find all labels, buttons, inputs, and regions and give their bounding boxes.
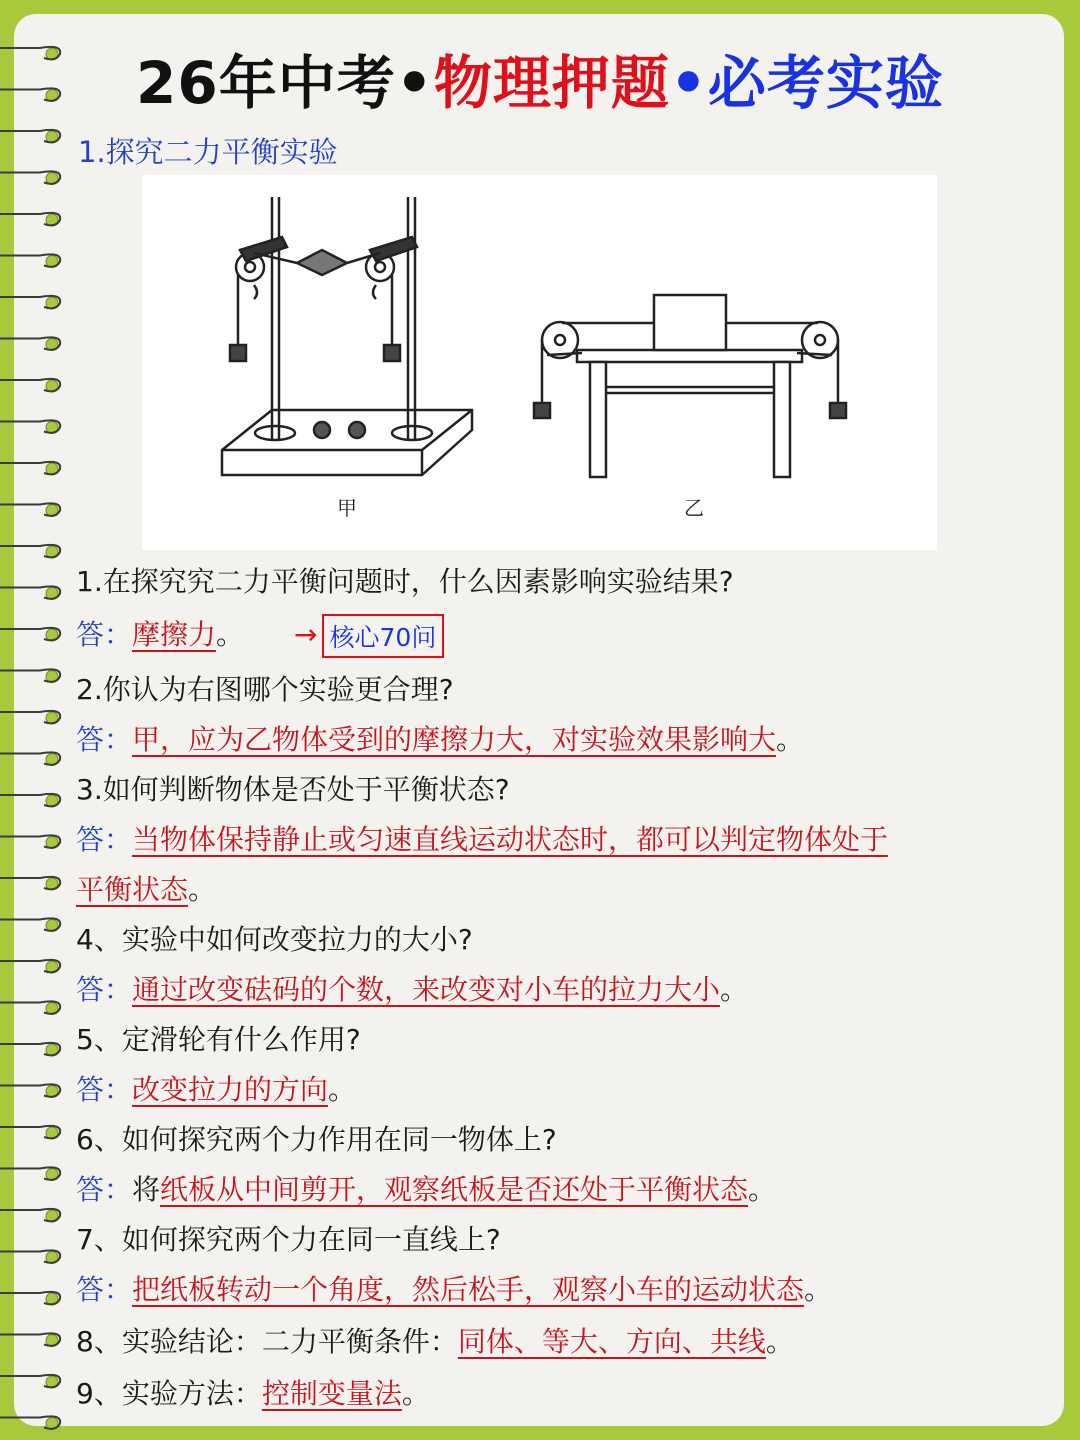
section-heading: 1.探究二力平衡实验 bbox=[78, 135, 338, 169]
answer-2 bbox=[76, 718, 804, 758]
answer-text: 通过改变砝码的个数，来改变对小车的拉力大小 bbox=[132, 973, 721, 1006]
spiral-ring bbox=[0, 296, 60, 309]
method-prefix: 9、实验方法： bbox=[76, 1377, 262, 1410]
answer-label: 答： bbox=[76, 723, 133, 756]
title-part-1: 26年中考• bbox=[136, 49, 434, 117]
answer-text: 改变拉力的方向 bbox=[132, 1073, 329, 1106]
method-end: 。 bbox=[401, 1377, 430, 1410]
answer-end: 。 bbox=[748, 1173, 777, 1206]
answer-4 bbox=[76, 968, 748, 1008]
answer-label: 答： bbox=[76, 1173, 133, 1206]
spiral-ring bbox=[0, 254, 60, 267]
answer-prefix: 将 bbox=[132, 1173, 161, 1206]
answer-end: 。 bbox=[328, 1073, 357, 1106]
question-6: 6、如何探究两个力作用在同一物体上? bbox=[76, 1123, 557, 1156]
spiral-ring bbox=[0, 877, 60, 890]
figure-label-yi: 乙 bbox=[684, 496, 704, 520]
experiment-figure bbox=[142, 175, 937, 550]
question-4: 4、实验中如何改变拉力的大小? bbox=[76, 923, 473, 956]
answer-label: 答： bbox=[76, 618, 133, 651]
spiral-ring bbox=[0, 420, 60, 433]
core-note-badge: 核心70问 bbox=[322, 614, 445, 658]
spiral-ring bbox=[0, 1250, 60, 1263]
answer-label: 答： bbox=[76, 973, 133, 1006]
spiral-ring bbox=[0, 379, 60, 392]
spiral-ring bbox=[0, 545, 60, 558]
answer-3-cont bbox=[76, 868, 216, 908]
answer-end: 。 bbox=[216, 618, 245, 651]
answer-label: 答： bbox=[76, 1073, 133, 1106]
answer-text: 把纸板转动一个角度，然后松手，观察小车的运动状态 bbox=[132, 1273, 805, 1306]
method-text: 控制变量法 bbox=[261, 1377, 402, 1410]
spiral-ring bbox=[0, 711, 60, 724]
answer-text: 甲，应为乙物体受到的摩擦力大，对实验效果影响大 bbox=[132, 723, 777, 756]
spiral-ring bbox=[0, 1001, 60, 1014]
spiral-ring bbox=[0, 918, 60, 931]
answer-end: 。 bbox=[776, 723, 805, 756]
spiral-ring bbox=[0, 1375, 60, 1388]
answer-3 bbox=[76, 818, 888, 858]
spiral-ring bbox=[0, 1416, 60, 1429]
answer-1 bbox=[76, 613, 444, 658]
answer-5 bbox=[76, 1068, 356, 1108]
spiral-ring bbox=[0, 1167, 60, 1180]
conclusion-end: 。 bbox=[765, 1325, 794, 1358]
arrow-icon: → bbox=[294, 618, 318, 651]
spiral-ring bbox=[0, 130, 60, 143]
conclusion-prefix: 8、实验结论：二力平衡条件： bbox=[76, 1325, 458, 1358]
spiral-ring bbox=[0, 462, 60, 475]
spiral-ring bbox=[0, 1292, 60, 1305]
answer-end: 。 bbox=[720, 973, 749, 1006]
figure-label-jia: 甲 bbox=[337, 496, 357, 520]
answer-label: 答： bbox=[76, 1273, 133, 1306]
spiral-ring bbox=[0, 1209, 60, 1222]
spiral-ring bbox=[0, 213, 60, 226]
answer-label: 答： bbox=[76, 823, 133, 856]
spiral-ring bbox=[0, 1043, 60, 1056]
spiral-ring bbox=[0, 794, 60, 807]
page-title bbox=[0, 36, 1080, 120]
answer-text: 摩擦力 bbox=[132, 618, 217, 651]
spiral-ring bbox=[0, 1126, 60, 1139]
spiral-ring bbox=[0, 752, 60, 765]
conclusion-text: 同体、等大、方向、共线 bbox=[457, 1325, 766, 1358]
spiral-ring bbox=[0, 503, 60, 516]
answer-text: 当物体保持静止或匀速直线运动状态时，都可以判定物体处于 bbox=[132, 823, 889, 856]
spiral-binding bbox=[0, 0, 80, 1440]
spiral-ring bbox=[0, 960, 60, 973]
answer-end: 。 bbox=[188, 873, 217, 906]
experiment-diagram bbox=[142, 175, 937, 550]
spiral-ring bbox=[0, 171, 60, 184]
spiral-ring bbox=[0, 47, 60, 60]
spiral-ring bbox=[0, 835, 60, 848]
answer-7 bbox=[76, 1268, 832, 1308]
question-3: 3.如何判断物体是否处于平衡状态? bbox=[76, 773, 510, 806]
answer-text-cont: 平衡状态 bbox=[76, 873, 189, 906]
answer-end: 。 bbox=[804, 1273, 833, 1306]
method-line bbox=[76, 1372, 430, 1412]
answer-6 bbox=[76, 1168, 776, 1208]
question-1: 1.在探究究二力平衡问题时，什么因素影响实验结果? bbox=[76, 565, 734, 598]
question-5: 5、定滑轮有什么作用? bbox=[76, 1023, 361, 1056]
spiral-ring bbox=[0, 88, 60, 101]
conclusion-line bbox=[76, 1320, 794, 1360]
title-part-2: 物理押题 bbox=[433, 49, 670, 117]
spiral-ring bbox=[0, 669, 60, 682]
title-part-3: •必考实验 bbox=[669, 49, 944, 117]
spiral-ring bbox=[0, 337, 60, 350]
question-7: 7、如何探究两个力在同一直线上? bbox=[76, 1223, 501, 1256]
spiral-ring bbox=[0, 1084, 60, 1097]
spiral-ring bbox=[0, 1333, 60, 1346]
answer-text: 纸板从中间剪开，观察纸板是否还处于平衡状态 bbox=[160, 1173, 749, 1206]
spiral-ring bbox=[0, 628, 60, 641]
spiral-ring bbox=[0, 586, 60, 599]
question-2: 2.你认为右图哪个实验更合理? bbox=[76, 673, 454, 706]
